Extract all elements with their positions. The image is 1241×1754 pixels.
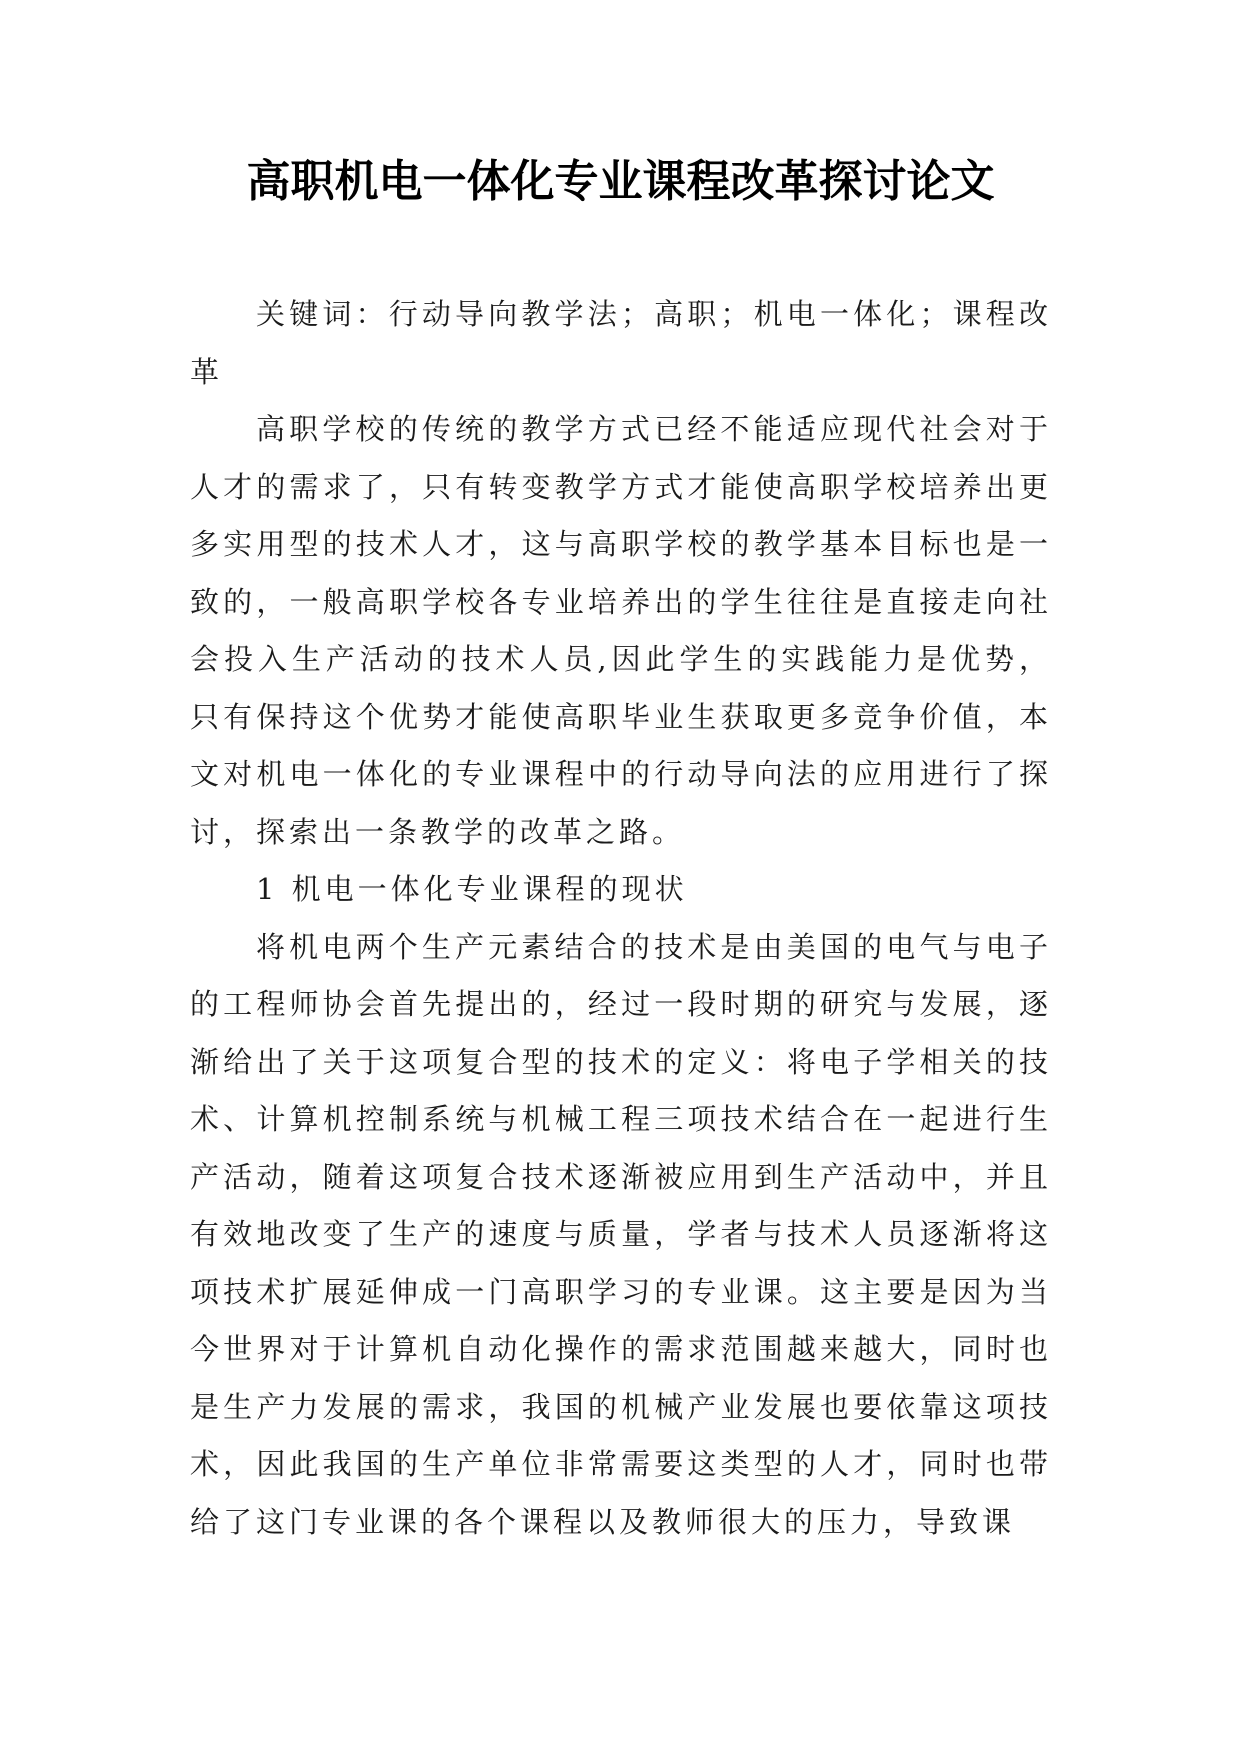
section-paragraph: 将机电两个生产元素结合的技术是由美国的电气与电子的工程师协会首先提出的，经过一段时期的研究与发展，逐渐给出了关于这项复合型的技术的定义：将电子学相关的技术、计算机控制系统与机械工程三项技术结合在一起进行生产活动，随着这项复合技术逐渐被应用到生产活动中，并且有效地改变了生产的速度与质量，学者与技术人员逐渐将这项技术扩展延伸成一门高职学习的专业课。这主要是因为当今世界对于计算机自动化操作的需求范围越来越大，同时也是生产力发展的需求，我国的机械产业发展也要依靠这项技术，因此我国的生产单位非常需要这类型的人才，同时也带给了这门专业课的各个课程以及教师很大的压力，导致课 — [190, 929, 1052, 1539]
keywords-paragraph: 关键词：行动导向教学法；高职；机电一体化；课程改革 — [190, 297, 1052, 389]
section-heading: 1 机电一体化专业课程的现状 — [256, 872, 688, 906]
intro-paragraph: 高职学校的传统的教学方式已经不能适应现代社会对于人才的需求了，只有转变教学方式才能使高职学校培养出更多实用型的技术人才，这与高职学校的教学基本目标也是一致的，一般高职学校各专业培养出的学生往往是直接走向社会投入生产活动的技术人员,因此学生的实践能力是优势，只有保持这个优势才能使高职毕业生获取更多竞争价值，本文对机电一体化的专业课程中的行动导向法的应用进行了探讨，探索出一条教学的改革之路。 — [190, 412, 1052, 849]
document-title: 高职机电一体化专业课程改革探讨论文 — [246, 156, 995, 207]
document-body — [190, 286, 1052, 1551]
